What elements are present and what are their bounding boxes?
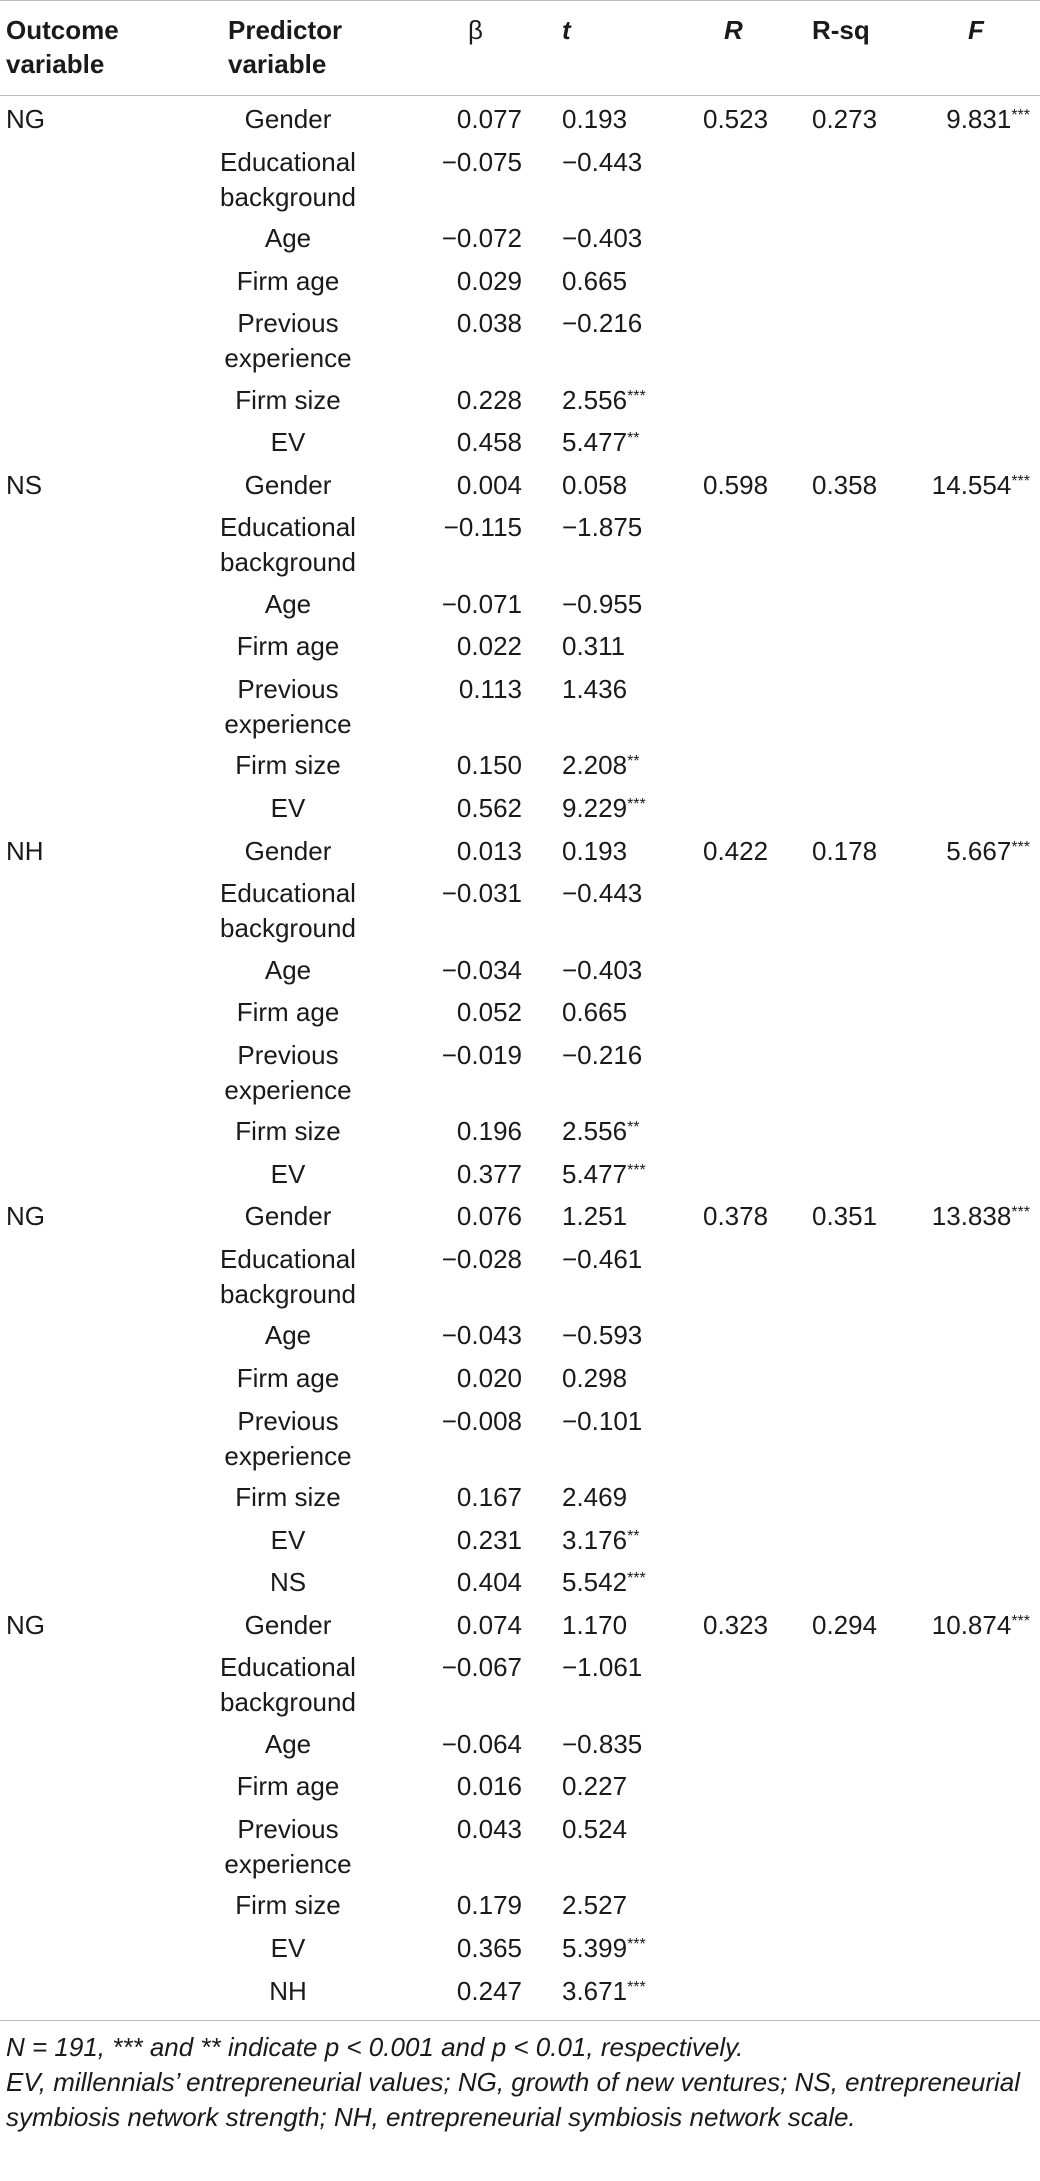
- table-row: [0, 947, 1040, 990]
- beta-cell: 0.404: [456, 1567, 522, 1598]
- table-header: [0, 0, 1040, 96]
- predictor-variable-cell: EV: [270, 427, 306, 458]
- outcome-variable-cell: NS: [6, 469, 43, 500]
- rsq-cell: 0.178: [812, 835, 878, 866]
- outcome-variable-cell: NG: [6, 104, 45, 134]
- t-cell: −0.955: [562, 588, 643, 619]
- beta-cell: 0.052: [456, 997, 522, 1028]
- beta-cell: 0.022: [456, 631, 522, 662]
- table-row: [0, 1721, 1040, 1764]
- t-cell: −0.101: [562, 1405, 643, 1436]
- header-rsq: R-sq: [812, 15, 870, 45]
- beta-cell: 0.458: [456, 427, 522, 458]
- f-cell: 14.554***: [931, 469, 1030, 500]
- t-cell: 5.477***: [562, 1158, 646, 1189]
- table-row: [0, 1474, 1040, 1517]
- table-row: [0, 1032, 1040, 1108]
- predictor-variable-cell: Previous experience: [224, 308, 352, 374]
- predictor-variable-cell: EV: [270, 1158, 306, 1189]
- t-significance-marker: ***: [627, 1978, 646, 1996]
- predictor-variable-cell: EV: [270, 1524, 306, 1555]
- header-f: F: [968, 15, 984, 45]
- header-outcome-line1: Outcome: [6, 15, 119, 45]
- predictor-variable-cell: Gender: [244, 104, 332, 134]
- predictor-variable-cell: Educational background: [220, 1244, 356, 1309]
- t-cell: 2.208**: [562, 750, 640, 781]
- predictor-variable-cell: Firm size: [235, 1116, 341, 1147]
- f-cell: 9.831***: [946, 104, 1030, 134]
- table-row: [0, 1763, 1040, 1806]
- t-cell: −1.875: [562, 512, 643, 543]
- table-row: [0, 1644, 1040, 1720]
- predictor-variable-cell: Firm size: [235, 750, 341, 781]
- table-row: [0, 1968, 1040, 2011]
- table-row: [0, 300, 1040, 376]
- t-cell: 0.193: [562, 104, 628, 134]
- header-predictor-line2: variable: [228, 49, 327, 79]
- beta-cell: −0.019: [441, 1039, 522, 1070]
- table-footnotes: [6, 2030, 1036, 2135]
- t-cell: 1.251: [562, 1201, 628, 1232]
- f-significance-marker: ***: [1011, 107, 1030, 124]
- footnote-abbreviations: EV, millennials’ entrepreneurial values; NG, growth of new ventures; NS, entrepreneurial symbiosis network strength; NH, entrepreneurial symbiosis network scale.: [6, 2067, 1021, 2132]
- t-cell: 2.469: [562, 1482, 628, 1512]
- predictor-variable-cell: Firm age: [236, 997, 340, 1028]
- beta-cell: −0.071: [441, 588, 522, 619]
- t-cell: −0.835: [562, 1728, 643, 1759]
- predictor-variable-cell: Firm size: [235, 1890, 341, 1921]
- t-cell: −0.216: [562, 1039, 643, 1070]
- r-cell: 0.378: [703, 1201, 769, 1232]
- beta-cell: 0.013: [456, 835, 522, 866]
- t-significance-marker: **: [627, 1527, 640, 1545]
- predictor-variable-cell: NS: [269, 1567, 307, 1598]
- predictor-variable-cell: Firm size: [235, 384, 341, 415]
- predictor-variable-cell: Previous experience: [224, 1405, 352, 1471]
- table-row: [0, 1882, 1040, 1925]
- t-cell: −0.443: [562, 146, 643, 177]
- predictor-variable-cell: Educational background: [220, 878, 356, 944]
- header-predictor-line1: Predictor: [228, 15, 343, 45]
- table-bottom-rule: [0, 2020, 1040, 2021]
- predictor-variable-cell: Age: [264, 588, 312, 619]
- t-cell: −1.061: [562, 1652, 643, 1683]
- table-body: [0, 96, 1040, 2020]
- outcome-variable-cell: NH: [6, 835, 44, 866]
- table-row: [0, 419, 1040, 462]
- predictor-variable-cell: Previous experience: [224, 1814, 352, 1879]
- beta-cell: −0.034: [441, 954, 522, 985]
- predictor-variable-cell: Firm age: [236, 1771, 340, 1802]
- beta-cell: 0.074: [456, 1609, 522, 1640]
- r-cell: 0.523: [703, 104, 769, 134]
- f-cell: 13.838***: [931, 1201, 1030, 1232]
- predictor-variable-cell: Age: [264, 954, 312, 985]
- f-significance-marker: ***: [1011, 1612, 1030, 1630]
- predictor-variable-cell: Educational background: [220, 512, 356, 578]
- beta-cell: 0.562: [456, 793, 522, 823]
- t-cell: 2.556***: [562, 384, 646, 415]
- f-significance-marker: ***: [1011, 472, 1030, 490]
- table-row: [0, 1517, 1040, 1560]
- t-significance-marker: ***: [627, 1570, 646, 1588]
- beta-cell: −0.031: [441, 878, 522, 909]
- t-cell: 2.527: [562, 1890, 628, 1921]
- header-predictor: [228, 13, 342, 81]
- beta-cell: −0.064: [441, 1728, 522, 1759]
- outcome-variable-cell: NG: [6, 1609, 45, 1640]
- table-row: [0, 989, 1040, 1032]
- predictor-variable-cell: EV: [270, 793, 306, 823]
- t-cell: −0.461: [562, 1244, 643, 1274]
- t-significance-marker: **: [627, 753, 640, 771]
- t-cell: 0.665: [562, 265, 628, 296]
- table-row: [0, 581, 1040, 624]
- t-significance-marker: **: [627, 430, 640, 448]
- predictor-variable-cell: Previous experience: [224, 674, 352, 739]
- predictor-variable-cell: Firm age: [236, 1363, 340, 1393]
- predictor-variable-cell: Age: [264, 1728, 312, 1759]
- t-significance-marker: **: [627, 1119, 640, 1137]
- predictor-variable-cell: Firm age: [236, 265, 340, 296]
- t-cell: −0.216: [562, 308, 643, 339]
- r-cell: 0.598: [703, 469, 769, 500]
- t-cell: 0.665: [562, 997, 628, 1028]
- t-significance-marker: ***: [627, 387, 646, 405]
- table-row: [0, 1806, 1040, 1882]
- beta-cell: 0.113: [458, 674, 522, 704]
- beta-cell: 0.029: [456, 265, 522, 296]
- beta-cell: 0.247: [456, 1975, 522, 2006]
- table-row: [0, 1602, 1040, 1645]
- beta-cell: 0.228: [456, 384, 522, 415]
- predictor-variable-cell: Previous experience: [224, 1039, 352, 1105]
- beta-cell: 0.150: [456, 750, 522, 781]
- beta-cell: 0.179: [456, 1890, 522, 1921]
- header-outcome-line2: variable: [6, 49, 105, 79]
- f-cell: 5.667***: [946, 835, 1030, 866]
- beta-cell: 0.076: [456, 1201, 522, 1232]
- f-significance-marker: ***: [1011, 1204, 1030, 1222]
- beta-cell: −0.075: [441, 146, 522, 177]
- beta-cell: 0.231: [456, 1524, 522, 1555]
- beta-cell: −0.043: [441, 1320, 522, 1351]
- beta-cell: 0.365: [456, 1933, 522, 1963]
- table-row: [0, 139, 1040, 215]
- t-cell: 0.524: [562, 1814, 628, 1844]
- t-cell: 0.298: [562, 1363, 628, 1393]
- predictor-variable-cell: Firm size: [235, 1482, 341, 1512]
- t-cell: 0.227: [562, 1771, 628, 1802]
- table-row: [0, 1151, 1040, 1194]
- table-row: [0, 870, 1040, 946]
- predictor-variable-cell: Educational background: [220, 146, 356, 212]
- predictor-variable-cell: Educational background: [220, 1652, 356, 1718]
- t-cell: 0.311: [562, 631, 626, 662]
- table-row: [0, 258, 1040, 301]
- table-row: [0, 1108, 1040, 1151]
- beta-cell: −0.028: [441, 1244, 522, 1274]
- predictor-variable-cell: NH: [269, 1975, 307, 2006]
- t-cell: 5.542***: [562, 1567, 646, 1598]
- outcome-variable-cell: NG: [6, 1201, 45, 1232]
- predictor-variable-cell: Gender: [244, 469, 332, 500]
- beta-cell: 0.004: [456, 469, 522, 500]
- beta-cell: −0.008: [441, 1405, 522, 1436]
- beta-cell: 0.038: [456, 308, 522, 339]
- r-cell: 0.422: [703, 835, 769, 866]
- beta-cell: 0.077: [456, 104, 522, 134]
- t-cell: −0.593: [562, 1320, 643, 1351]
- beta-cell: −0.115: [443, 512, 522, 543]
- beta-cell: 0.377: [456, 1158, 522, 1189]
- table-row: [0, 215, 1040, 258]
- t-cell: 0.193: [562, 835, 628, 866]
- table-row: [0, 377, 1040, 420]
- table-row: [0, 666, 1040, 742]
- t-cell: 3.671***: [562, 1975, 646, 2006]
- t-cell: 1.436: [562, 674, 628, 704]
- predictor-variable-cell: EV: [270, 1933, 306, 1963]
- beta-cell: −0.072: [441, 223, 522, 253]
- header-t: t: [562, 15, 571, 45]
- table-row: [0, 1236, 1040, 1312]
- t-cell: −0.443: [562, 878, 643, 909]
- header-beta: β: [468, 15, 483, 45]
- t-significance-marker: ***: [627, 1936, 646, 1953]
- rsq-cell: 0.273: [812, 104, 878, 134]
- r-cell: 0.323: [703, 1609, 769, 1640]
- predictor-variable-cell: Age: [264, 223, 312, 253]
- t-cell: 2.556**: [562, 1116, 640, 1147]
- table-row: [0, 1193, 1040, 1236]
- predictor-variable-cell: Firm age: [236, 631, 340, 662]
- table-row: [0, 742, 1040, 785]
- beta-cell: 0.043: [456, 1814, 522, 1844]
- t-cell: 5.477**: [562, 427, 640, 458]
- beta-cell: −0.067: [441, 1652, 522, 1683]
- table-row: [0, 1312, 1040, 1355]
- table-row: [0, 462, 1040, 505]
- t-cell: 9.229***: [562, 793, 646, 823]
- t-significance-marker: ***: [627, 1161, 646, 1179]
- t-cell: 0.058: [562, 469, 628, 500]
- t-cell: 5.399***: [562, 1933, 646, 1963]
- beta-cell: 0.196: [456, 1116, 522, 1147]
- t-cell: −0.403: [562, 954, 643, 985]
- beta-cell: 0.167: [456, 1482, 522, 1512]
- header-r: R: [724, 15, 743, 45]
- predictor-variable-cell: Gender: [244, 1609, 332, 1640]
- table-row: [0, 785, 1040, 828]
- table-row: [0, 623, 1040, 666]
- f-significance-marker: ***: [1011, 838, 1030, 856]
- rsq-cell: 0.294: [812, 1609, 878, 1640]
- header-outcome: [6, 13, 119, 81]
- rsq-cell: 0.351: [812, 1201, 878, 1232]
- table-row: [0, 504, 1040, 580]
- predictor-variable-cell: Age: [264, 1320, 312, 1351]
- t-significance-marker: ***: [627, 796, 646, 813]
- t-cell: 1.170: [562, 1609, 628, 1640]
- table-row: [0, 828, 1040, 871]
- table-row: [0, 1559, 1040, 1602]
- predictor-variable-cell: Gender: [244, 835, 332, 866]
- t-cell: 3.176**: [562, 1524, 640, 1555]
- rsq-cell: 0.358: [812, 469, 878, 500]
- t-cell: −0.403: [562, 223, 643, 253]
- beta-cell: 0.020: [456, 1363, 522, 1393]
- f-cell: 10.874***: [931, 1609, 1030, 1640]
- footnote-significance: N = 191, *** and ** indicate p < 0.001 and p < 0.01, respectively.: [6, 2032, 744, 2062]
- table-row: [0, 1355, 1040, 1398]
- table-row: [0, 96, 1040, 139]
- table-row: [0, 1925, 1040, 1968]
- predictor-variable-cell: Gender: [244, 1201, 332, 1232]
- table-row: [0, 1398, 1040, 1474]
- beta-cell: 0.016: [456, 1771, 522, 1802]
